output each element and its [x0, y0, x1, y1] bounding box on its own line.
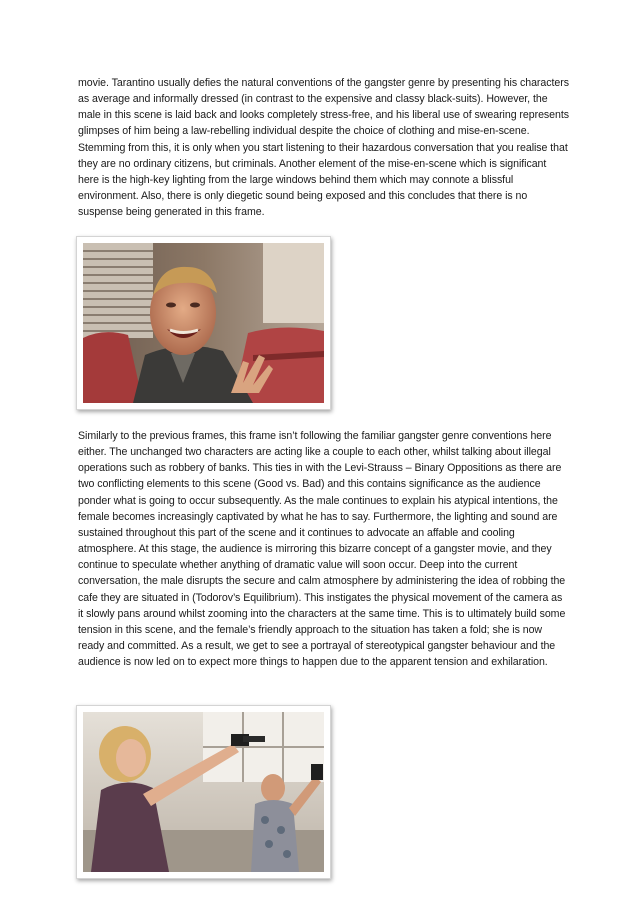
body-paragraph-1: movie. Tarantino usually defies the natural conventions of the gangster genre by presenting his characters as average and informally dressed (in contrast to the expensive and classy black-suits). However, the male in this scene is laid back and looks completely stress-free, and his liberal use of swearing represents glimpses of him being a law-rebelling individual despite the choice of clothing and mise-en-scene. Stemming from this, it is only when you start listening to their hazardous conversation that you realise that they are no ordinary citizens, but criminals. Another element of the mise-en-scene which is significant here is the high-key lighting from the large windows behind them which may connote a blissful environment. Also, there is only diegetic sound being exposed and this concludes that there is no suspense being generated in this frame. [78, 77, 569, 219]
film-still-frame-2 [76, 705, 331, 879]
film-still-frame-1 [76, 236, 331, 410]
film-still-diner-man-image [83, 243, 324, 403]
film-still-guns-drawn-image [83, 712, 324, 872]
body-paragraph-2: Similarly to the previous frames, this frame isn’t following the familiar gangster genre conventions here either. The unchanged two characters are acting like a couple to each other, whilst talking about illegal operations such as robbery of banks. This ties in with the Levi-Strauss – Binary Oppositions as there are two conflicting elements to this scene (Good vs. Bad) and this contains significance as the audience ponder what is going to occur subsequently. As the male continues to explain his atypical intentions, the female becomes increasingly captivated by what he has to say. Furthermore, the lighting and sound are sustained throughout this part of the scene and it continues to advocate an affable and cooling atmosphere. At this stage, the audience is mirroring this bizarre concept of a gangster movie, and they continue to speculate whether anything of dramatic value will soon occur. Deep into the current conversation, the male disrupts the secure and calm atmosphere by administering the idea of robbing the cafe they are situated in (Todorov’s Equilibrium). This instigates the physical movement of the camera as it slowly pans around whilst zooming into the characters at the same time. This is to ultimately build some tension in this scene, and the female’s friendly approach to the situation has taken a fold; she is now ready and committed. As a result, we get to see a portrayal of stereotypical gangster behaviour and the audience is now led on to expect more things to happen due to the apparent tension and exhilaration. [78, 430, 566, 669]
